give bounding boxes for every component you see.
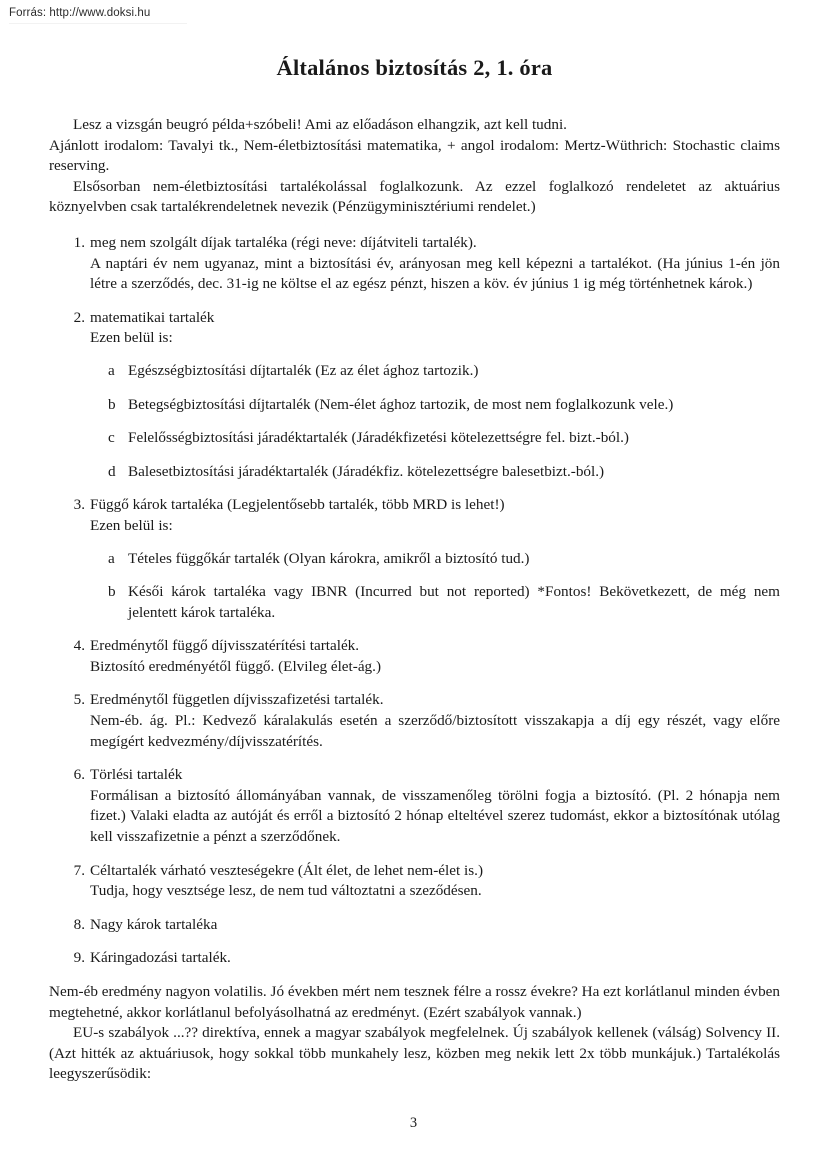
list-marker: 3. (73, 496, 85, 514)
list-item-line: Ezen belül is: (90, 329, 173, 347)
sub-list (90, 361, 780, 482)
watermark-divider (9, 23, 187, 24)
list-item-line: Eredménytől függő díjvisszatérítési tartalék. (90, 637, 360, 655)
sub-list-item (90, 549, 780, 570)
sub-list-item (90, 361, 780, 382)
list-item-line: meg nem szolgált díjak tartaléka (régi neve: díjátviteli tartalék). (90, 233, 477, 251)
sub-list-item (90, 462, 780, 483)
sub-list-marker: d (108, 462, 116, 480)
list-item-line: Tudja, hogy vesztsége lesz, de nem tud változtatni a szeződésen. (90, 882, 482, 900)
sub-list-marker: b (108, 395, 116, 413)
list-item-line: Káringadozási tartalék. (90, 949, 231, 967)
outro-paragraph-1: Nem-éb eredmény nagyon volatilis. Jó években mért nem tesznek félre a rossz évekre? Ha ezt korlátlanul minden évben megtehetné, akkor korlátlanul befolyásolhatná az eredményt. (Ezért szabályok vannak.) (49, 983, 780, 1021)
list-marker: 8. (73, 915, 85, 933)
sub-list-item-text: Késői károk tartaléka vagy IBNR (Incurred but not reported) *Fontos! Bekövetkezett, de még nem jelentett károk tartaléka. (128, 583, 780, 621)
sub-list-item (90, 395, 780, 416)
list-item (49, 690, 780, 752)
list-item-line: Törlési tartalék (90, 766, 183, 784)
intro-paragraph-2: Ajánlott irodalom: Tavalyi tk., Nem-életbiztosítási matematika, + angol irodalom: Mertz-Wüthrich: Stochastic claims reserving. (49, 136, 780, 175)
list-item (49, 233, 780, 295)
list-item-line: matematikai tartalék (90, 308, 215, 326)
sub-list-item (90, 428, 780, 449)
sub-list (90, 549, 780, 624)
intro-paragraph-1: Lesz a vizsgán beugró példa+szóbeli! Ami az előadáson elhangzik, azt kell tudni. (73, 116, 567, 133)
sub-list-marker: c (108, 429, 115, 447)
list-item-line: A naptári év nem ugyanaz, mint a biztosítási év, arányosan meg kell képezni a tartalékot. (Ha június 1-én jön létre a szerződés, dec. 31-ig ne költse el az egész pénzt, hiszen a köv. év június 1 ig még történhetnek károk.) (90, 254, 780, 293)
intro-paragraph-3: Elsősorban nem-életbiztosítási tartalékolással foglalkozunk. Az ezzel foglalkozó rendeletet az aktuárius köznyelvben csak tartalékrendeletnek nevezik (Pénzügyminisztériumi rendelet.) (49, 177, 780, 216)
list-item-line: Formálisan a biztosító állományában vannak, de visszamenőleg törölni fogja a biztosító. (Pl. 2 hónapja nem fizet.) Valaki eladta az autóját és erről a biztosító 2 hónap elteltével szerez tudomást, ekkor a biztosítónak utólag kell visszafizetnie a pénzt a szerződőnek. (90, 786, 780, 846)
list-marker: 4. (73, 637, 85, 655)
sub-list-marker: b (108, 583, 116, 601)
list-item-line: Nagy károk tartaléka (90, 915, 218, 933)
sub-list-item-text: Egészségbiztosítási díjtartalék (Ez az élet ághoz tartozik.) (128, 361, 479, 379)
list-item-line: Függő károk tartaléka (Legjelentősebb tartalék, több MRD is lehet!) (90, 496, 505, 514)
sub-list-item-text: Balesetbiztosítási járadéktartalék (Járadékfiz. kötelezettségre balesetbizt.-ból.) (128, 462, 605, 480)
list-item (49, 948, 780, 969)
outro-paragraph-2: EU-s szabályok ...?? direktíva, ennek a magyar szabályok megfelelnek. Új szabályok kellenek (válság) Solvency II. (Azt hitték az aktuáriusok, hogy sokkal több munkahely lesz, közben meg nekik lett 2x több munkájuk.) Tartalékolás leegyszerűsödik: (49, 1024, 780, 1083)
list-item (49, 636, 780, 677)
list-marker: 1. (73, 233, 85, 251)
sub-list-item (90, 582, 780, 623)
page-title: Általános biztosítás 2, 1. óra (276, 55, 553, 80)
list-marker: 6. (73, 766, 85, 784)
sub-list-marker: a (108, 549, 115, 567)
list-marker: 5. (73, 691, 85, 709)
list-item-line: Biztosító eredményétől függő. (Elvileg élet-ág.) (90, 657, 382, 675)
list-item (49, 308, 780, 483)
list-item (49, 861, 780, 902)
list-item (49, 765, 780, 847)
page-content (49, 55, 780, 1085)
page-number: 3 (409, 1115, 418, 1131)
list-item-line: Eredménytől független díjvisszafizetési tartalék. (90, 691, 384, 709)
list-marker: 2. (73, 308, 85, 326)
list-item (49, 915, 780, 936)
list-item (49, 495, 780, 623)
sub-list-item-text: Betegségbiztosítási díjtartalék (Nem-élet ághoz tartozik, de most nem foglalkozunk vele.) (128, 395, 674, 413)
reserve-types-list (49, 233, 780, 969)
list-item-line: Nem-éb. ág. Pl.: Kedvező káralakulás esetén a szerződő/biztosított visszakapja a díj egy részét, vagy előre megígért kedvezmény/díjvisszatérítés. (90, 712, 780, 750)
list-marker: 7. (73, 861, 85, 879)
list-item-line: Ezen belül is: (90, 516, 173, 534)
source-watermark: Forrás: http://www.doksi.hu (9, 7, 151, 19)
list-marker: 9. (73, 949, 85, 967)
sub-list-marker: a (108, 361, 115, 379)
list-item-line: Céltartalék várható veszteségekre (Ált élet, de lehet nem-élet is.) (90, 861, 484, 879)
sub-list-item-text: Felelősségbiztosítási járadéktartalék (Járadékfizetési kötelezettségre fel. bizt.-ból.) (128, 429, 629, 447)
sub-list-item-text: Tételes függőkár tartalék (Olyan károkra, amikről a biztosító tud.) (128, 549, 530, 567)
